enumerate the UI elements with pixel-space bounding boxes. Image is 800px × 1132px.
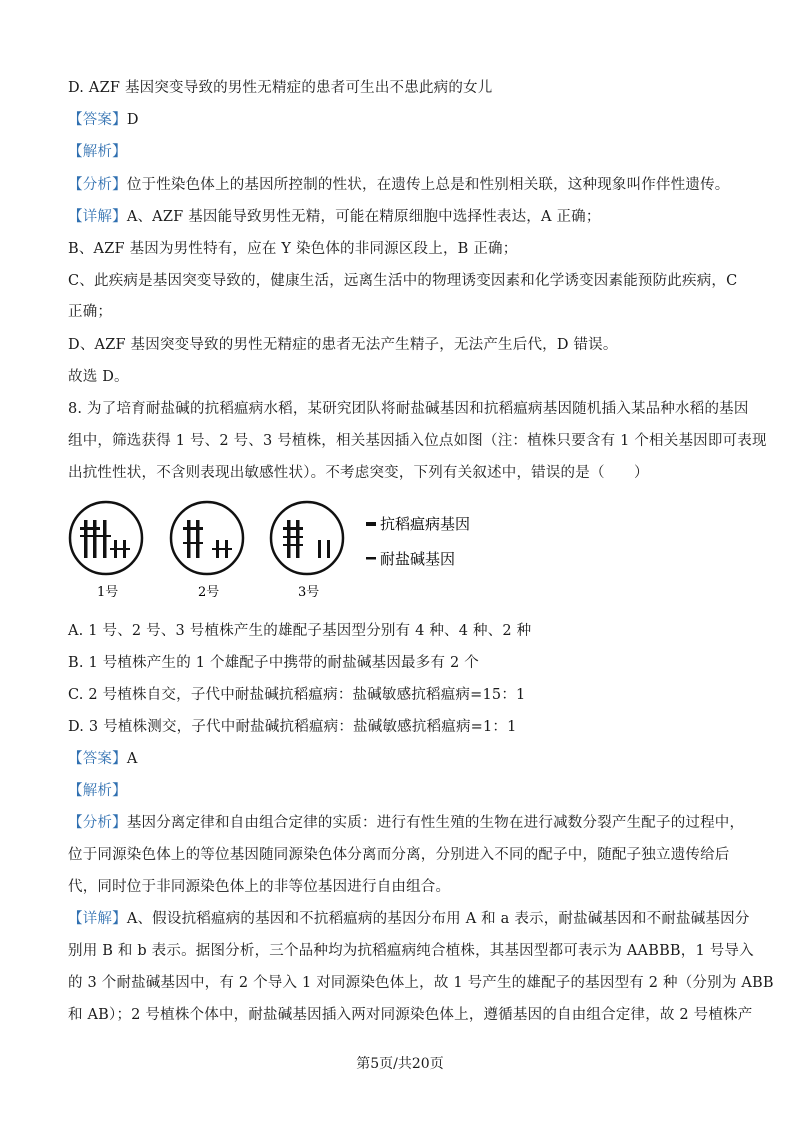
page-footer: 第5页/共20页 — [356, 1056, 444, 1072]
cell-label-3: 3号 — [298, 585, 320, 600]
detail-tag: 【详解】 — [68, 209, 127, 225]
legend-thin-swatch — [366, 557, 376, 560]
analysis-para-2-line-3: 代，同时位于非同源染色体上的非等位基因进行自由组合。 — [68, 879, 451, 895]
detail-para-2-line-3: 的 3 个耐盐碱基因中，有 2 个导入 1 对同源染色体上，故 1 号产生的雄配子的基因型有 2 种（分别为 ABB — [68, 975, 774, 991]
detail-para-2-line-4: 和 AB）；2 号植株个体中，耐盐碱基因插入两对同源染色体上，遵循基因的自由组合定律，故 2 号植株产 — [68, 1007, 753, 1023]
legend-thick-swatch — [366, 522, 376, 526]
detail-para-1 — [68, 205, 601, 226]
analysis-tag: 【分析】 — [68, 177, 127, 193]
answer-value: D — [126, 112, 139, 128]
cell-2 — [171, 502, 243, 600]
detail-b: B、AZF 基因为男性特有，应在 Y 染色体的非同源区段上，B 正确； — [68, 241, 518, 257]
legend — [366, 515, 470, 568]
answer-tag: 【答案】 — [68, 751, 127, 767]
cell-label-1: 1号 — [97, 585, 119, 600]
analysis-heading-1: 【解析】 — [68, 144, 127, 160]
option-b: B. 1 号植株产生的 1 个雄配子中携带的耐盐碱基因最多有 2 个 — [68, 655, 479, 671]
analysis-para-1 — [68, 173, 730, 194]
cell-1 — [70, 502, 142, 600]
question-8-line-1: 8. 为了培育耐盐碱的抗稻瘟病水稻，某研究团队将耐盐碱基因和抗稻瘟病基因随机插入某品种水稻的基因 — [68, 401, 749, 417]
answer-tag: 【答案】 — [68, 112, 127, 128]
analysis-para-2 — [68, 811, 744, 832]
detail-para-2-line-2: 别用 B 和 b 表示。据图分析，三个品种均为抗稻瘟病纯合植株，其基因型都可表示为 AABBB，1 号导入 — [68, 943, 754, 959]
question-8-line-3: 出抗性性状，不含则表现出敏感性状）。不考虑突变，下列有关叙述中，错误的是（ ） — [68, 465, 649, 481]
question-8-line-2: 组中，筛选获得 1 号、2 号、3 号植株，相关基因插入位点如图（注：植株只要含有 1 个相关基因即可表现 — [68, 433, 767, 449]
chromosome-diagram — [66, 496, 486, 604]
cell-label-2: 2号 — [198, 585, 220, 600]
analysis-text: 基因分离定律和自由组合定律的实质：进行有性生殖的生物在进行减数分裂产生配子的过程中， — [126, 815, 745, 831]
legend-thick-label: 抗稻瘟病基因 — [380, 515, 471, 533]
answer-2 — [68, 747, 137, 768]
option-d-prev: D. AZF 基因突变导致的男性无精症的患者可生出不患此病的女儿 — [68, 80, 493, 96]
legend-thin-label: 耐盐碱基因 — [380, 550, 456, 568]
detail-text: A、AZF 基因能导致男性无精，可能在精原细胞中选择性表达，A 正确； — [126, 209, 601, 225]
analysis-heading-2: 【解析】 — [68, 783, 127, 799]
detail-c: C、此疾病是基因突变导致的，健康生活，远离生活中的物理诱变因素和化学诱变因素能预防此疾病，C — [68, 273, 738, 289]
option-d: D. 3 号植株测交，子代中耐盐碱抗稻瘟病：盐碱敏感抗稻瘟病=1：1 — [68, 719, 517, 735]
detail-tag: 【详解】 — [68, 911, 127, 927]
detail-d: D、AZF 基因突变导致的男性无精症的患者无法产生精子，无法产生后代，D 错误。 — [68, 337, 618, 353]
analysis-tag: 【分析】 — [68, 815, 127, 831]
option-c: C. 2 号植株自交，子代中耐盐碱抗稻瘟病：盐碱敏感抗稻瘟病=15：1 — [68, 687, 526, 703]
answer-value: A — [126, 751, 138, 767]
answer-1 — [68, 108, 139, 129]
conclusion: 故选 D。 — [68, 369, 129, 385]
analysis-para-2-line-2: 位于同源染色体上的等位基因随同源染色体分离而分离，分别进入不同的配子中，随配子独立遗传给后 — [68, 847, 730, 863]
detail-c-cont: 正确； — [68, 304, 113, 320]
option-a: A. 1 号、2 号、3 号植株产生的雄配子基因型分别有 4 种、4 种、2 种 — [68, 623, 532, 639]
detail-para-2 — [68, 907, 750, 928]
analysis-text: 位于性染色体上的基因所控制的性状，在遗传上总是和性别相关联，这种现象叫作伴性遗传。 — [126, 177, 730, 193]
detail-text: A、假设抗稻瘟病的基因和不抗稻瘟病的基因分布用 A 和 a 表示，耐盐碱基因和不耐盐碱基因分 — [126, 911, 750, 927]
cell-3 — [271, 502, 343, 600]
